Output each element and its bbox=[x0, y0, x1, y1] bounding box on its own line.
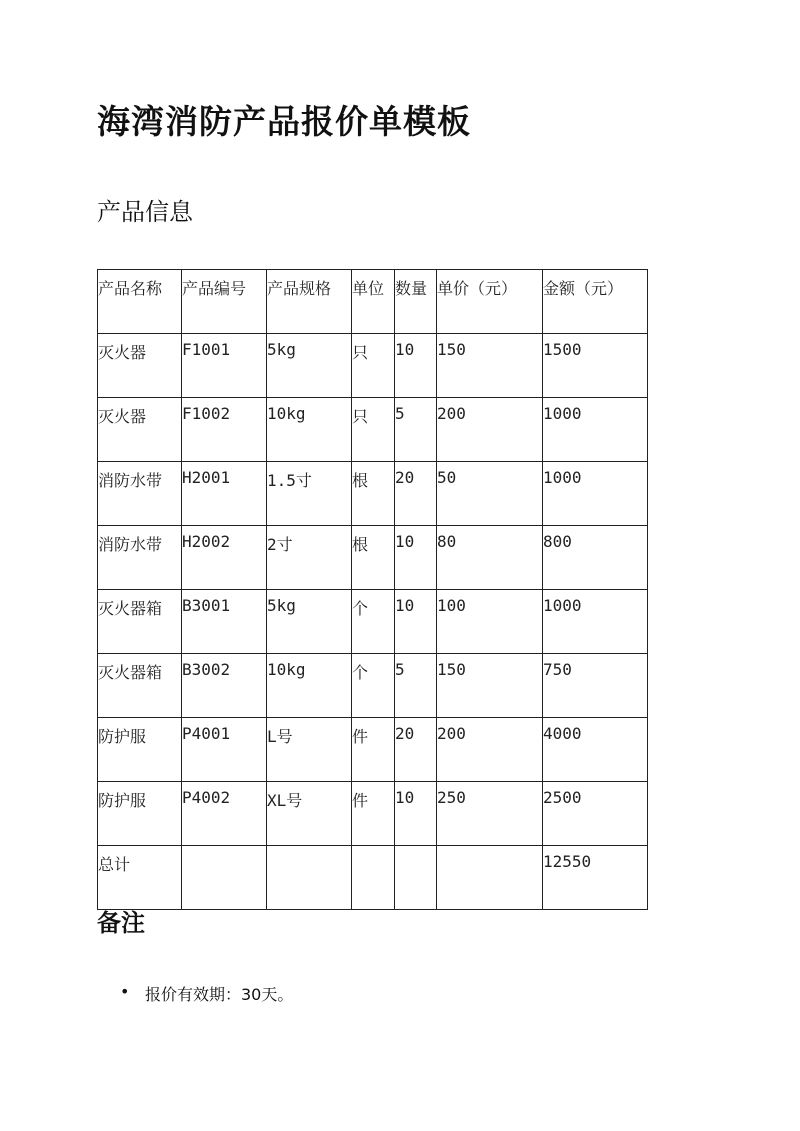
document-title: 海湾消防产品报价单模板 bbox=[97, 102, 471, 141]
table-cell: P4001 bbox=[182, 718, 267, 782]
table-cell: 50 bbox=[437, 462, 543, 526]
list-item bbox=[120, 982, 293, 1005]
table-cell: 灭火器 bbox=[98, 334, 182, 398]
table-cell: 5 bbox=[395, 654, 437, 718]
table-cell: 消防水带 bbox=[98, 526, 182, 590]
table-cell: 消防水带 bbox=[98, 462, 182, 526]
table-header-row bbox=[98, 270, 648, 334]
table-cell: 根 bbox=[352, 526, 395, 590]
table-cell: 10 bbox=[395, 782, 437, 846]
table-cell: 80 bbox=[437, 526, 543, 590]
table-cell: 20 bbox=[395, 462, 437, 526]
column-header: 单价（元） bbox=[437, 270, 543, 334]
table-cell: 根 bbox=[352, 462, 395, 526]
table-cell: F1002 bbox=[182, 398, 267, 462]
table-cell bbox=[267, 846, 352, 910]
table-cell: 防护服 bbox=[98, 718, 182, 782]
remarks-list bbox=[120, 982, 293, 1005]
table-cell: 件 bbox=[352, 718, 395, 782]
table-cell: B3002 bbox=[182, 654, 267, 718]
table-cell: F1001 bbox=[182, 334, 267, 398]
table-cell: 5kg bbox=[267, 590, 352, 654]
table-cell bbox=[352, 846, 395, 910]
table-cell: 150 bbox=[437, 654, 543, 718]
table-cell: 灭火器箱 bbox=[98, 590, 182, 654]
column-header: 产品名称 bbox=[98, 270, 182, 334]
table-row bbox=[98, 718, 648, 782]
table-cell: 个 bbox=[352, 654, 395, 718]
table-cell: 250 bbox=[437, 782, 543, 846]
column-header: 数量 bbox=[395, 270, 437, 334]
table-cell: XL号 bbox=[267, 782, 352, 846]
table-cell: 1000 bbox=[543, 590, 648, 654]
table-cell: 800 bbox=[543, 526, 648, 590]
table-cell: 5 bbox=[395, 398, 437, 462]
column-header: 单位 bbox=[352, 270, 395, 334]
table-row bbox=[98, 334, 648, 398]
table-cell: 100 bbox=[437, 590, 543, 654]
table-cell: 4000 bbox=[543, 718, 648, 782]
table-cell: H2002 bbox=[182, 526, 267, 590]
table-cell: 10 bbox=[395, 526, 437, 590]
table-cell: 1500 bbox=[543, 334, 648, 398]
table-cell: 只 bbox=[352, 398, 395, 462]
bullet-icon: • bbox=[120, 982, 130, 1001]
table-cell: B3001 bbox=[182, 590, 267, 654]
table-cell: 10kg bbox=[267, 654, 352, 718]
column-header: 产品编号 bbox=[182, 270, 267, 334]
table-row bbox=[98, 462, 648, 526]
table-cell: 件 bbox=[352, 782, 395, 846]
table-cell: 150 bbox=[437, 334, 543, 398]
remark-text: 报价有效期：30天。 bbox=[145, 985, 294, 1004]
table-cell: 10 bbox=[395, 334, 437, 398]
table-cell: 200 bbox=[437, 718, 543, 782]
table-cell: P4002 bbox=[182, 782, 267, 846]
table-row bbox=[98, 782, 648, 846]
table-row bbox=[98, 526, 648, 590]
table-cell: H2001 bbox=[182, 462, 267, 526]
table-cell bbox=[395, 846, 437, 910]
table-cell: 只 bbox=[352, 334, 395, 398]
table-cell: 防护服 bbox=[98, 782, 182, 846]
table-cell: 5kg bbox=[267, 334, 352, 398]
table-cell: 750 bbox=[543, 654, 648, 718]
table-cell: 1000 bbox=[543, 398, 648, 462]
table-row bbox=[98, 590, 648, 654]
product-section-title: 产品信息 bbox=[97, 198, 193, 226]
table-cell: 2500 bbox=[543, 782, 648, 846]
total-label-cell: 总计 bbox=[98, 846, 182, 910]
table-cell bbox=[437, 846, 543, 910]
table-cell: 个 bbox=[352, 590, 395, 654]
remarks-title: 备注 bbox=[97, 908, 145, 937]
table-cell: 10 bbox=[395, 590, 437, 654]
price-quote-table bbox=[97, 269, 648, 910]
table-row bbox=[98, 654, 648, 718]
table-row bbox=[98, 398, 648, 462]
table-cell: L号 bbox=[267, 718, 352, 782]
column-header: 产品规格 bbox=[267, 270, 352, 334]
table-cell: 2寸 bbox=[267, 526, 352, 590]
column-header: 金额（元） bbox=[543, 270, 648, 334]
table-total-row bbox=[98, 846, 648, 910]
table-cell: 1000 bbox=[543, 462, 648, 526]
table-cell: 20 bbox=[395, 718, 437, 782]
total-amount-cell: 12550 bbox=[543, 846, 648, 910]
table-cell: 1.5寸 bbox=[267, 462, 352, 526]
table-cell: 灭火器箱 bbox=[98, 654, 182, 718]
table-cell bbox=[182, 846, 267, 910]
table-cell: 灭火器 bbox=[98, 398, 182, 462]
table-cell: 200 bbox=[437, 398, 543, 462]
table-cell: 10kg bbox=[267, 398, 352, 462]
